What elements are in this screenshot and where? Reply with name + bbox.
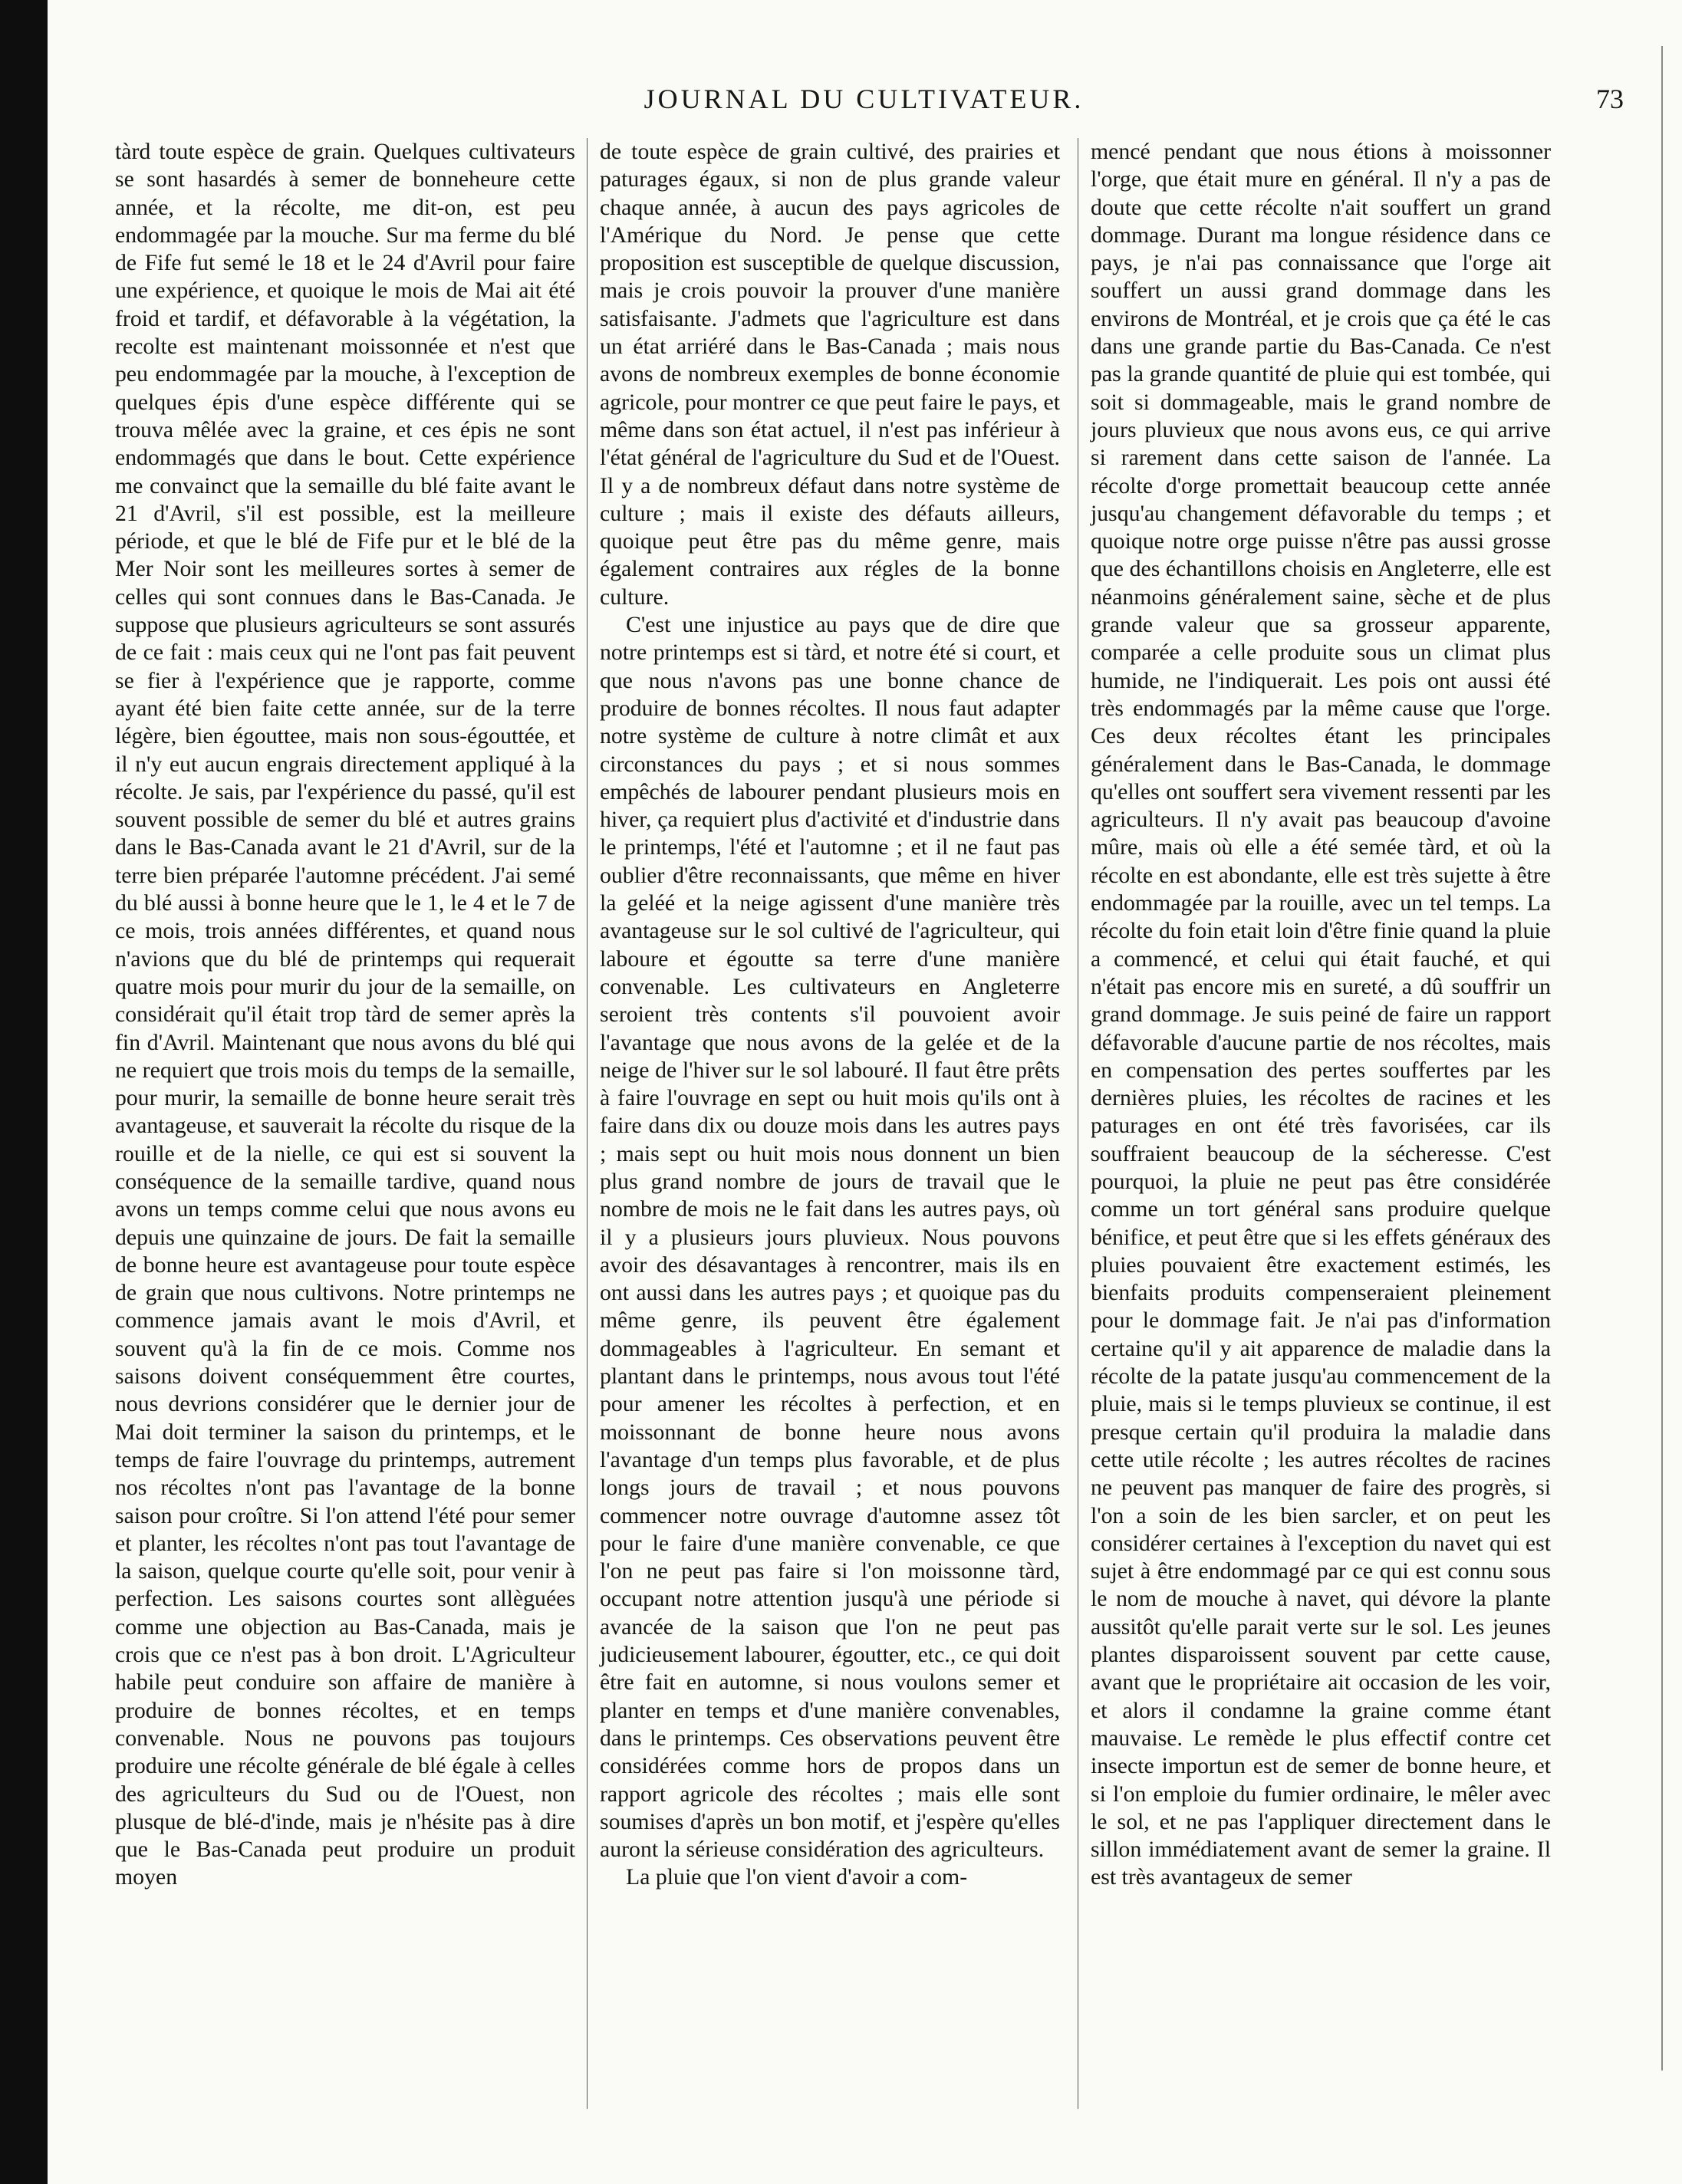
paragraph: mencé pendant que nous étions à moissonner l'orge, que était mure en général. Il n'y a pas de doute que cette récolte n'ait souffert un grand dommage. Durant ma longue résidence dans ce pays, je n'ai pas connaissance que l'orge ait souffert un aussi grand dommage dans les environs de Montréal, et je crois que ça été le cas dans une grande partie du Bas-Canada. Ce n'est pas la grande quantité de pluie qui est tombée, qui soit si dommageable, mais le grand nombre de jours pluvieux que nous avons eus, ce qui arrive si rarement dans cette saison de l'année. La récolte d'orge promettait beaucoup cette année jusqu'au changement défavorable du temps ; et quoique notre orge puisse n'être pas aussi grosse que des échantillons choisis en Angleterre, elle est néanmoins généralement saine, sèche et de plus grande valeur que sa grosseur apparente, comparée a celle produite sous un climat plus humide, ne l'indiquerait. Les pois ont aussi été très endommagés par la même cause que l'orge. Ces deux récoltes étant les principales généralement dans le Bas-Canada, le dommage qu'elles ont souffert sera vivement ressenti par les agriculteurs. Il n'y avait pas beaucoup d'avoine mûre, mais où elle a été semée tàrd, et où la récolte en est abondante, elle est très sujette à être endommagée par la rouille, avec un tel temps. La récolte du foin etait loin d'être finie quand la pluie a commencé, et celui qui était fauché, et qui n'était pas encore mis en sureté, a dû souffrir un grand dommage. Je suis peiné de faire un rapport défavorable d'aucune partie de nos récoltes, mais en compensation des pertes souffertes par les dernières pluies, les récoltes de racines et les paturages en ont été très favorisées, car ils souffraient beaucoup de la sécheresse. C'est pourquoi, la pluie ne peut pas être considérée comme un tort général sans produire quelque bénifice, et peut être que si les effets généraux des pluies pouvaient être exactement estimés, les bienfaits produits compenseraient pleinement pour le dommage fait. Je n'ai pas d'information certaine qu'il y ait apparence de maladie dans la récolte de la patate jusqu'au commencement de la pluie, mais si le temps pluvieux se continue, il est presque certain qu'il produira la maladie dans cette utile récolte ; les autres récoltes de racines ne peuvent pas manquer de faire des progrès, si l'on a soin de les bien sarcler, et on peut les considérer certaines à l'exception du navet qui est sujet à être endommagé par ce qui est connu sous le nom de mouche à navet, qui dévore la plante aussitôt qu'elle parait verte sur le sol. Les jeunes plantes disparoissent souvent par cette cause, avant que le propriétaire ait occasion de les voir, et alors il condamne la graine comme étant mauvaise. Le remède le plus effectif contre cet insecte importun est de semer de bonne heure, et si l'on emploie du fumier ordinaire, le mêler avec le sol, et ne pas l'appliquer directement dans le sillon immédiatement avant de semer la graine. Il est très avantageux de semer (1091, 139, 1551, 1890)
text-column-3 (1091, 138, 1551, 1892)
column-divider (587, 138, 588, 2109)
paragraph: La pluie que l'on vient d'avoir a com- (626, 1864, 968, 1890)
paragraph: de toute espèce de grain cultivé, des prairies et paturages égaux, si non de plus grande valeur chaque année, à aucun des pays agricoles de l'Amérique du Nord. Je pense que cette proposition est susceptible de quelque discussion, mais je crois pouvoir la prouver d'une manière satisfaisante. J'admets que l'agriculture est dans un état arriéré dans le Bas-Canada ; mais nous avons de nombreux exemples de bonne économie agricole, pour montrer ce que peut faire le pays, et même dans son état actuel, il n'est pas inférieur à l'état général de l'agriculture du Sud et de l'Ouest. Il y a de nombreux défaut dans notre système de culture ; mais il existe des défauts ailleurs, quoique peut être pas du même genre, mais également contraires aux régles de la bonne culture. (600, 139, 1060, 610)
page-number: 73 (1596, 84, 1624, 114)
binding-shadow (0, 0, 48, 2184)
paragraph: tàrd toute espèce de grain. Quelques cultivateurs se sont hasardés à semer de bonneheure cette année, et la récolte, me dit-on, est peu endommagée par la mouche. Sur ma ferme du blé de Fife fut semé le 18 et le 24 d'Avril pour faire une expérience, et quoique le mois de Mai ait été froid et tardif, et défavorable à la végétation, la recolte est maintenant moissonnée et n'est que peu endommagée par la mouche, à l'exception de quelques épis d'une espèce différente qui se trouva mêlée avec la graine, et ces épis ne sont endommagés que dans le bout. Cette expérience me convainct que la semaille du blé faite avant le 21 d'Avril, s'il est possible, est la meilleure période, et que le blé de Fife pur et le blé de la Mer Noir sont les meilleures sortes à semer de celles qui sont connues dans le Bas-Canada. Je suppose que plusieurs agriculteurs se sont assurés de ce fait : mais ceux qui ne l'ont pas fait peuvent se fier à l'expérience que je rapporte, comme ayant été bien faite cette année, sur de la terre légère, bien égouttee, mais non sous-égouttée, et il n'y eut aucun engrais directement appliqué à la récolte. Je sais, par l'expérience du passé, qu'il est souvent possible de semer du blé et autres grains dans le Bas-Canada avant le 21 d'Avril, sur de la terre bien préparée l'automne précédent. J'ai semé du blé aussi à bonne heure que le 1, le 4 et le 7 de ce mois, trois années différentes, et quand nous n'avions que du blé de printemps qui requerait quatre mois pour murir du jour de la semaille, on considérait qu'il était trop tàrd de semer après la fin d'Avril. Maintenant que nous avons du blé qui ne requiert que trois mois du temps de la semaille, pour murir, la semaille de bonne heure serait très avantageuse, et sauverait la récolte du risque de la rouille et de la nielle, ce qui est si souvent la conséquence de la semaille tardive, quand nous avons un temps comme celui que nous avons eu depuis une quinzaine de jours. De fait la semaille de bonne heure est avantageuse pour toute espèce de grain que nous cultivons. Notre printemps ne commence jamais avant le mois d'Avril, et souvent qu'à la fin de ce mois. Comme nos saisons doivent conséquemment être courtes, nous devrions considérer que le dernier jour de Mai doit terminer la saison du printemps, et le temps de faire l'ouvrage du printemps, autrement nos récoltes n'ont pas l'avantage de la bonne saison pour croître. Si l'on attend l'été pour semer et planter, les récoltes n'ont pas tout l'avantage de la saison, quelque courte qu'elle soit, pour venir à perfection. Les saisons courtes sont allèguées comme une objection au Bas-Canada, mais je crois que ce n'est pas à bon droit. L'Agriculteur habile peut conduire son affaire de manière à produire de bonnes récoltes, et en temps convenable. Nous ne pouvons pas toujours produire une récolte générale de blé égale à celles des agriculteurs du Sud ou de l'Ouest, non plusque de blé-d'inde, mais je n'hésite pas à dire que le Bas-Canada peut produire un produit moyen (115, 139, 575, 1890)
text-column-1 (115, 138, 575, 1892)
paragraph: C'est une injustice au pays que de dire que notre printemps est si tàrd, et notre été si court, et que nous n'avons pas une bonne chance de produire de bonnes récoltes. Il nous faut adapter notre système de culture à notre climât et aux circonstances du pays ; et si nous sommes empêchés de labourer pendant plusieurs mois en hiver, ça requiert plus d'activité et d'industrie dans le printemps, l'été et l'automne ; et il ne faut pas oublier d'être reconnaissants, que même en hiver la geléé et la neige agissent d'une manière très avantageuse sur le sol cultivé de l'agriculteur, qui laboure et égoutte sa terre d'une manière convenable. Les cultivateurs en Angleterre seroient très contents s'il pouvoient avoir l'avantage que nous avons de la gelée et de la neige de l'hiver sur le sol labouré. Il faut être prêts à faire l'ouvrage en sept ou huit mois qu'ils ont à faire dans dix ou douze mois dans les autres pays ; mais sept ou huit mois nous donnent un bien plus grand nombre de jours de travail que le nombre de mois ne le fait dans les autres pays, où il y a plusieurs jours pluvieux. Nous pouvons avoir des désavantages à rencontrer, mais ils en ont aussi dans les autres pays ; et quoique pas du même genre, ils peuvent être également dommageables à l'agriculteur. En semant et plantant dans le printemps, nous avous tout l'été pour amener les récoltes à perfection, et en moissonnant de bonne heure nous avons l'avantage d'un temps plus favorable, et de plus longs jours de travail ; et nous pouvons commencer notre ouvrage d'automne assez tôt pour le faire d'une manière convenable, ce que l'on ne peut pas faire si l'on moissonne tàrd, occupant notre attention jusqu'à une période si avancée de la saison que l'on ne peut pas judicieusement labourer, égoutter, etc., ce qui doit être fait en automne, si nous voulons semer et planter en temps et d'une manière convenables, dans le printemps. Ces observations peuvent être considérées comme hors de propos dans un rapport agricole des récoltes ; mais elle sont soumises d'après un bon motif, et j'espère qu'elles auront la sérieuse considération des agriculteurs. (600, 612, 1060, 1863)
running-title: JOURNAL DU CULTIVATEUR. (644, 84, 1085, 114)
text-column-2 (600, 138, 1060, 1892)
page-edge-rule (1661, 46, 1663, 2071)
page-header (0, 77, 1682, 123)
